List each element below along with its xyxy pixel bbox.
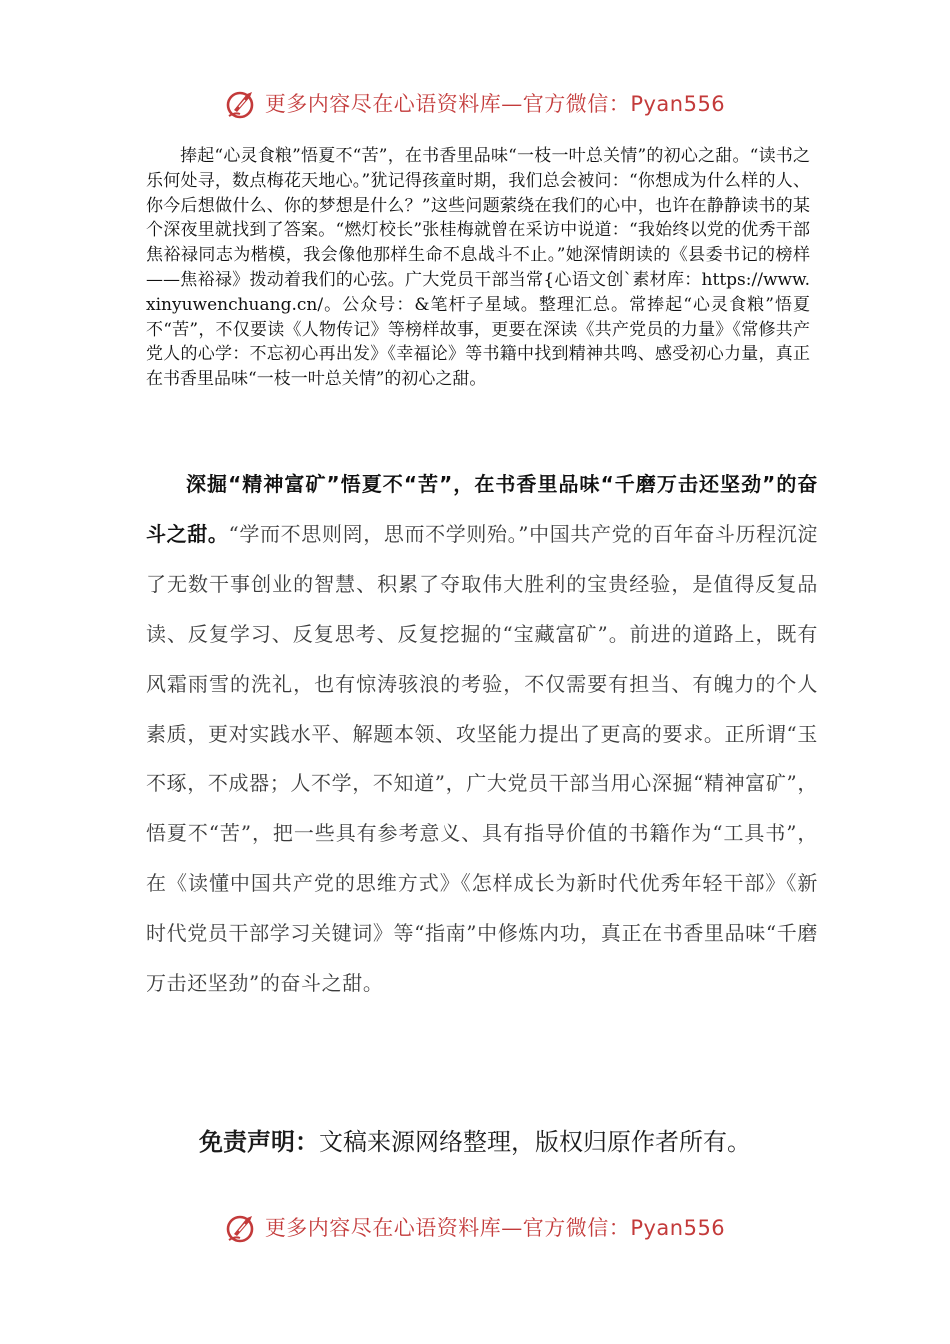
footer-banner-label: 更多内容尽在心语资料库—官方微信：	[264, 1216, 631, 1240]
header-banner	[0, 84, 950, 122]
paragraph-2-lead: 深掘“精神富矿”悟夏不“苦”，在书香里品味“千磨万击还坚劲”的奋斗之甜。	[146, 472, 818, 546]
footer-banner	[0, 1208, 950, 1246]
pen-nib-logo-icon	[225, 1210, 259, 1244]
disclaimer	[0, 1122, 950, 1157]
footer-wechat-id: Pyan556	[630, 1216, 726, 1240]
header-banner-text	[265, 88, 725, 118]
footer-banner-text	[265, 1212, 725, 1242]
paragraph-2	[146, 460, 818, 1009]
header-banner-label: 更多内容尽在心语资料库—官方微信：	[264, 92, 631, 116]
disclaimer-text: 文稿来源网络整理，版权归原作者所有。	[319, 1128, 751, 1156]
header-wechat-id: Pyan556	[630, 92, 726, 116]
paragraph-1: 捧起“心灵食粮”悟夏不“苦”，在书香里品味“一枝一叶总关情”的初心之甜。“读书之乐何处寻，数点梅花天地心。”犹记得孩童时期，我们总会被问：“你想成为什么样的人、你今后想做什么、你的梦想是什么？”这些问题萦绕在我们的心中，也许在静静读书的某个深夜里就找到了答案。“燃灯校长”张桂梅就曾在采访中说道：“我始终以党的优秀干部焦裕禄同志为楷模，我会像他那样生命不息战斗不止。”她深情朗读的《县委书记的榜样——焦裕禄》拨动着我们的心弦。广大党员干部当常{心语文创`素材库：https://www.xinyuwenchuang.cn/。公众号：&笔杆子星域。整理汇总。常捧起“心灵食粮”悟夏不“苦”，不仅要读《人物传记》等榜样故事，更要在深读《共产党员的力量》《常修共产党人的心学：不忘初心再出发》《幸福论》等书籍中找到精神共鸣、感受初心力量，真正在书香里品味“一枝一叶总关情”的初心之甜。	[146, 146, 810, 390]
paragraph-2-body: “学而不思则罔，思而不学则殆。”中国共产党的百年奋斗历程沉淀了无数干事创业的智慧、积累了夺取伟大胜利的宝贵经验，是值得反复品读、反复学习、反复思考、反复挖掘的“宝藏富矿”。前进的道路上，既有风霜雨雪的洗礼，也有惊涛骇浪的考验，不仅需要有担当、有魄力的个人素质，更对实践水平、解题本领、攻坚能力提出了更高的要求。正所谓“玉不琢，不成器；人不学，不知道”，广大党员干部当用心深掘“精神富矿”，悟夏不“苦”，把一些具有参考意义、具有指导价值的书籍作为“工具书”，在《读懂中国共产党的思维方式》《怎样成长为新时代优秀年轻干部》《新时代党员干部学习关键词》等“指南”中修炼内功，真正在书香里品味“千磨万击还坚劲”的奋斗之甜。	[146, 521, 818, 996]
disclaimer-label: 免责声明：	[199, 1128, 319, 1156]
pen-nib-logo-icon	[225, 86, 259, 120]
